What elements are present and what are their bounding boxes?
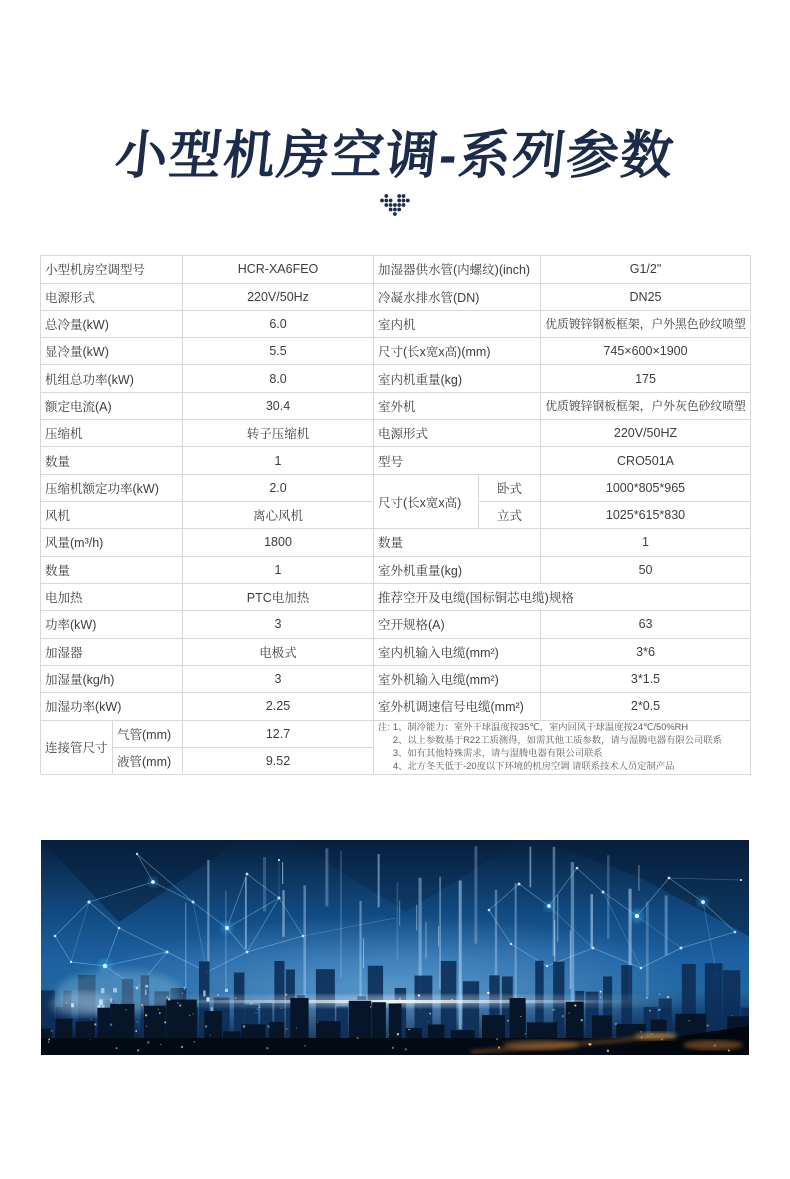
spec-value: 30.4 bbox=[183, 392, 374, 419]
table-row bbox=[41, 665, 751, 692]
spec-value: 50 bbox=[541, 556, 751, 583]
spec-label: 压缩机额定功率(kW) bbox=[41, 474, 183, 501]
spec-value: CRO501A bbox=[541, 447, 751, 474]
notes-prefix: 注: bbox=[378, 721, 390, 732]
spec-value: 9.52 bbox=[183, 747, 374, 774]
spec-value: 175 bbox=[541, 365, 751, 392]
spec-sublabel: 立式 bbox=[479, 502, 541, 529]
spec-label: 冷凝水排水管(DN) bbox=[374, 283, 541, 310]
table-notes bbox=[374, 720, 751, 775]
spec-label: 室外机输入电缆(mm²) bbox=[374, 665, 541, 692]
spec-value: 63 bbox=[541, 611, 751, 638]
spec-label: 室内机重量(kg) bbox=[374, 365, 541, 392]
page-title: 小型机房空调-系列参数 bbox=[112, 127, 678, 185]
spec-value: DN25 bbox=[541, 283, 751, 310]
spec-label: 风机 bbox=[41, 502, 183, 529]
spec-label: 型号 bbox=[374, 447, 541, 474]
table-row bbox=[41, 529, 751, 556]
spec-label: 机组总功率(kW) bbox=[41, 365, 183, 392]
spec-value: 3 bbox=[183, 611, 374, 638]
spec-value: 5.5 bbox=[183, 338, 374, 365]
spec-label: 数量 bbox=[41, 447, 183, 474]
table-row bbox=[41, 474, 751, 501]
spec-value: 2.25 bbox=[183, 693, 374, 720]
spec-value: 220V/50Hz bbox=[183, 283, 374, 310]
spec-label: 总冷量(kW) bbox=[41, 310, 183, 337]
spec-label: 数量 bbox=[374, 529, 541, 556]
table-row bbox=[41, 338, 751, 365]
spec-table-grid bbox=[40, 255, 751, 775]
spec-value: 1000*805*965 bbox=[541, 474, 751, 501]
table-row bbox=[41, 447, 751, 474]
spec-value: 1 bbox=[541, 529, 751, 556]
spec-value: 2*0.5 bbox=[541, 693, 751, 720]
spec-value: 转子压缩机 bbox=[183, 420, 374, 447]
spec-value: 1 bbox=[183, 556, 374, 583]
spec-label: 电源形式 bbox=[374, 420, 541, 447]
table-row bbox=[41, 392, 751, 419]
spec-label: 额定电流(A) bbox=[41, 392, 183, 419]
spec-label: 电源形式 bbox=[41, 283, 183, 310]
spec-value: 1800 bbox=[183, 529, 374, 556]
spec-value: 优质镀锌钢板框架，户外黑色砂纹喷塑 bbox=[541, 310, 751, 337]
spec-label: 风量(m³/h) bbox=[41, 529, 183, 556]
note-item: 2、以上参数基于R22工质测得，如需其他工质参数，请与湿腾电器有限公司联系 bbox=[392, 734, 722, 745]
spec-value: 3 bbox=[183, 665, 374, 692]
spec-label: 室外机调速信号电缆(mm²) bbox=[374, 693, 541, 720]
spec-value: G1/2" bbox=[541, 256, 751, 283]
table-row bbox=[41, 310, 751, 337]
spec-label: 数量 bbox=[41, 556, 183, 583]
spec-label: 加湿功率(kW) bbox=[41, 693, 183, 720]
note-item: 1、制冷能力：室外干球温度按35℃，室内回风干球温度按24℃/50%RH bbox=[392, 721, 689, 732]
spec-value: 优质镀锌钢板框架，户外灰色砂纹喷塑 bbox=[541, 392, 751, 419]
spec-label: 功率(kW) bbox=[41, 611, 183, 638]
dotted-v-icon bbox=[379, 193, 411, 219]
spec-value: 6.0 bbox=[183, 310, 374, 337]
spec-sublabel: 卧式 bbox=[479, 474, 541, 501]
spec-table bbox=[40, 255, 750, 775]
spec-label: 室外机重量(kg) bbox=[374, 556, 541, 583]
table-row bbox=[41, 611, 751, 638]
spec-value: 3*6 bbox=[541, 638, 751, 665]
table-row bbox=[41, 583, 751, 610]
title-accent bbox=[0, 193, 790, 219]
table-row bbox=[41, 365, 751, 392]
table-row bbox=[41, 693, 751, 720]
spec-label: 室内机输入电缆(mm²) bbox=[374, 638, 541, 665]
spec-value: 2.0 bbox=[183, 474, 374, 501]
spec-label: 室内机 bbox=[374, 310, 541, 337]
spec-label: 显冷量(kW) bbox=[41, 338, 183, 365]
spec-value: 1025*615*830 bbox=[541, 502, 751, 529]
spec-group-label: 连接管尺寸 bbox=[41, 720, 113, 775]
table-row bbox=[41, 256, 751, 283]
spec-value: 12.7 bbox=[183, 720, 374, 747]
spec-label: 空开规格(A) bbox=[374, 611, 541, 638]
spec-value: PTC电加热 bbox=[183, 583, 374, 610]
spec-value: 离心风机 bbox=[183, 502, 374, 529]
spec-label: 小型机房空调型号 bbox=[41, 256, 183, 283]
table-row bbox=[41, 638, 751, 665]
spec-section-header: 推荐空开及电缆(国标铜芯电缆)规格 bbox=[374, 583, 751, 610]
note-item: 4、北方冬天低于-20度以下环境的机房空调 请联系技术人员定制产品 bbox=[392, 761, 675, 772]
spec-label: 室外机 bbox=[374, 392, 541, 419]
spec-sublabel: 液管(mm) bbox=[113, 747, 183, 774]
spec-value: 1 bbox=[183, 447, 374, 474]
spec-sublabel: 气管(mm) bbox=[113, 720, 183, 747]
spec-value: 745×600×1900 bbox=[541, 338, 751, 365]
spec-group-label: 尺寸(长x宽x高) bbox=[374, 474, 479, 529]
spec-value: 220V/50HZ bbox=[541, 420, 751, 447]
spec-label: 电加热 bbox=[41, 583, 183, 610]
spec-label: 加湿器 bbox=[41, 638, 183, 665]
table-row bbox=[41, 720, 751, 747]
note-item: 3、如有其他特殊需求，请与湿腾电器有限公司联系 bbox=[392, 747, 603, 758]
spec-value: 8.0 bbox=[183, 365, 374, 392]
table-row bbox=[41, 283, 751, 310]
spec-label: 加湿量(kg/h) bbox=[41, 665, 183, 692]
city-night-banner bbox=[41, 840, 749, 1055]
table-row bbox=[41, 556, 751, 583]
spec-value: 3*1.5 bbox=[541, 665, 751, 692]
spec-label: 尺寸(长x宽x高)(mm) bbox=[374, 338, 541, 365]
spec-label: 压缩机 bbox=[41, 420, 183, 447]
city-night-illustration bbox=[41, 840, 749, 1055]
title-block bbox=[0, 0, 790, 219]
table-row bbox=[41, 420, 751, 447]
spec-value: HCR-XA6FEO bbox=[183, 256, 374, 283]
spec-label: 加湿器供水管(内螺纹)(inch) bbox=[374, 256, 541, 283]
spec-value: 电极式 bbox=[183, 638, 374, 665]
